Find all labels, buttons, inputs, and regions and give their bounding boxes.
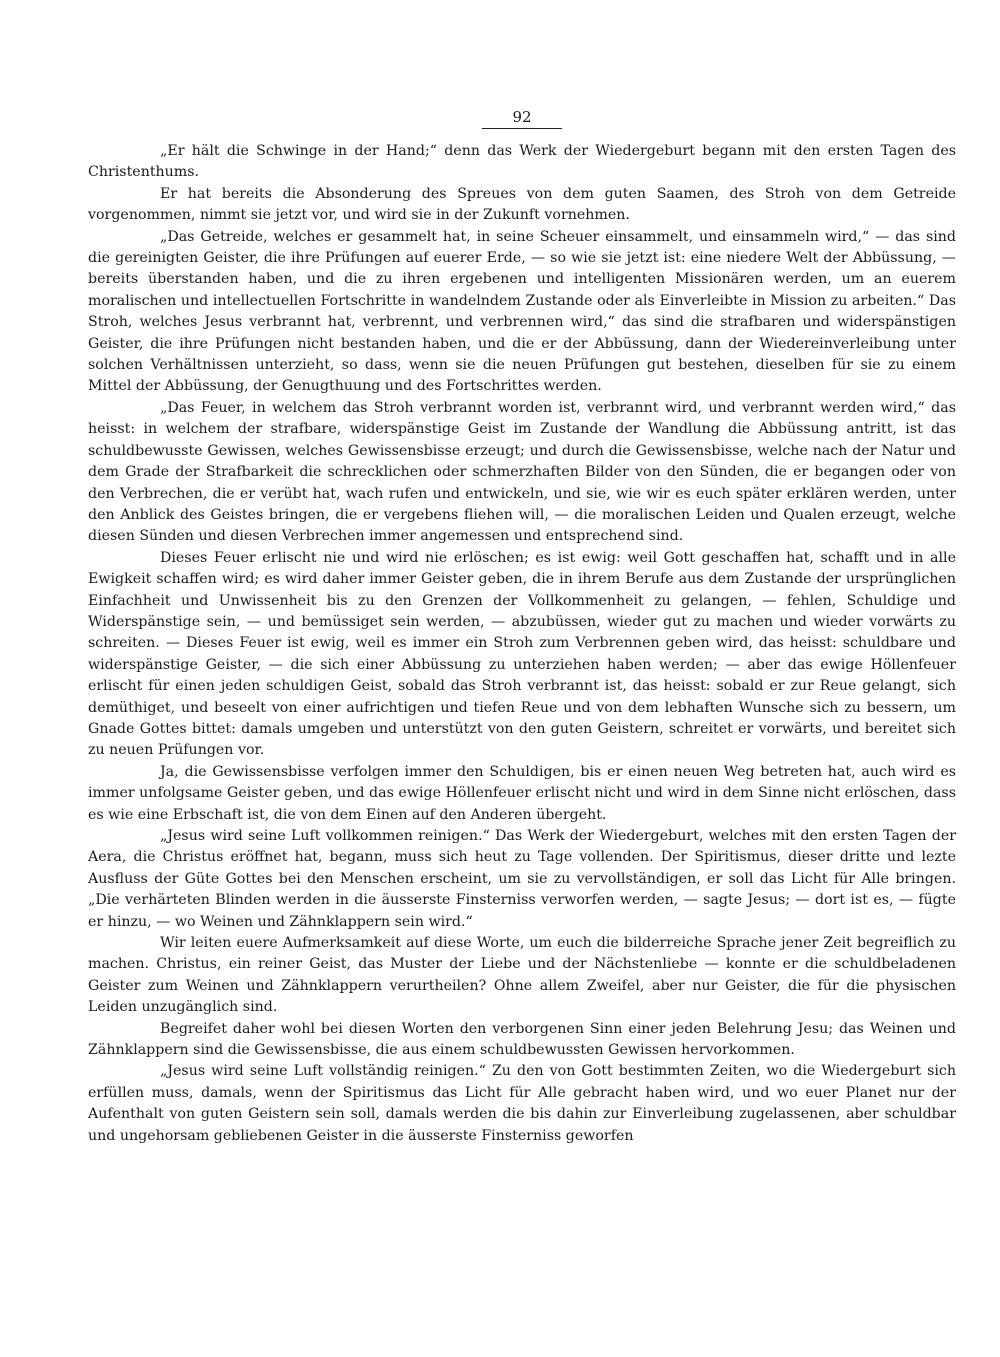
paragraph: Ja, die Gewissensbisse verfolgen immer den Schuldigen, bis er einen neuen Weg betreten hat, auch wird es immer unfolgsame Geister geben, und das ewige Höllenfeuer erlischt nicht und wird in dem Sinne nicht erlöschen, dass es wie eine Erbschaft ist, die von dem Einen auf den Anderen übergeht.: [88, 763, 956, 823]
paragraph: „Er hält die Schwinge in der Hand;“ denn das Werk der Wiedergeburt begann mit den ersten Tagen des Christenthums.: [88, 143, 956, 181]
paragraph: „Jesus wird seine Luft vollkommen reinigen.“ Das Werk der Wiedergeburt, welches mit den ersten Tagen der Aera, die Christus eröffnet hat, begann, muss sich heut zu Tage vollenden. Der Spiritismus, dieser dritte und lezte Ausfluss der Güte Gottes bei den Menschen erscheint, um sie zu vervollständigen, er soll das Licht für Alle bringen. „Die verhärteten Blinden werden in die äusserste Finsterniss verworfen werden, — sagte Jesus; — dort ist es, — fügte er hinzu, — wo Weinen und Zähnklappern sein wird.“: [88, 828, 956, 930]
page-number-rule: [482, 128, 562, 129]
paragraph: „Das Getreide, welches er gesammelt hat, in seine Scheuer einsammelt, und einsammeln wird,“ — das sind die gereinigten Geister, die ihre Prüfungen auf euerer Erde, — so wie sie jetzt ist: eine niedere Welt der Abbüssung, — bereits überstanden haben, und die zu ihren ergebenen und intelligenten Missionären werden, um an euerem moralischen und intellectuellen Fortschritte in wandelndem Zustande oder als Einverleibte in Mission zu arbeiten.“ Das Stroh, welches Jesus verbrannt hat, verbrennt, und verbrennen wird,“ das sind die strafbaren und widerspänstigen Geister, die ihre Prüfungen nicht bestanden haben, und die er der Abbüssung, dann der Wiedereinverleibung unter solchen Verhältnissen unterzieht, so dass, wenn sie die neuen Prüfungen gut bestehen, dieselben für sie zu einem Mittel der Abbüssung, der Genugthuung und des Fortschrittes werden.: [88, 228, 956, 395]
paragraph: Er hat bereits die Absonderung des Spreues von dem guten Saamen, des Stroh von dem Getreide vorgenommen, nimmt sie jetzt vor, und wird sie in der Zukunft vornehmen.: [88, 185, 956, 224]
paragraph: „Das Feuer, in welchem das Stroh verbrannt worden ist, verbrannt wird, und verbrannt werden wird,“ das heisst: in welchem der strafbare, widerspänstige Geist im Zustande der Wandlung die Abbüssung antritt, ist das schuldbewusste Gewissen, welches Gewissensbisse erzeugt; und durch die Gewissensbisse, welche nach der Natur und dem Grade der Strafbarkeit die schrecklichen oder schmerzhaften Bilder von den Sünden, die er begangen oder von den Verbrechen, die er verübt hat, wach rufen und entwickeln, und sie, wie wir es euch später erklären werden, unter den Anblick des Geistes bringen, die er vergebens fliehen will, — die moralischen Leiden und Qualen erzeugt, welche diesen Sünden und diesen Verbrechen immer angemessen und entsprechend sind.: [88, 399, 956, 545]
paragraph: Dieses Feuer erlischt nie und wird nie erlöschen; es ist ewig: weil Gott geschaffen hat, schafft und in alle Ewigkeit schaffen wird; es wird daher immer Geister geben, die in ihrem Berufe aus dem Zustande der ursprünglichen Einfachheit und Unwissenheit bis zu den Grenzen der Vollkommenheit zu gelangen, — fehlen, Schuldige und Widerspänstige sein, — und bemüssiget sein werden, — abzubüssen, wieder gut zu machen und wieder vorwärts zu schreiten. — Dieses Feuer ist ewig, weil es immer ein Stroh zum Verbrennen geben wird, das heisst: schuldbare und widerspänstige Geister, — die sich einer Abbüssung zu unterziehen haben werden; — aber das ewige Höllenfeuer erlischt für einen jeden schuldigen Geist, sobald das Stroh verbrannt ist, das heisst: sobald er zur Reue gelangt, sich demüthiget, und beseelt von einer aufrichtigen und tiefen Reue und von dem lebhaften Wunsche sich zu bessern, um Gnade Gottes bittet: damals umgeben und unterstützt von den guten Geistern, schreitet er vorwärts, und bereitet sich zu neuen Prüfungen vor.: [88, 549, 956, 759]
document-page: [88, 108, 956, 1147]
paragraph: Begreifet daher wohl bei diesen Worten den verborgenen Sinn einer jeden Belehrung Jesu; das Weinen und Zähnklappern sind die Gewissensbisse, die aus einem schuldbewussten Gewissen hervorkommen.: [88, 1020, 956, 1059]
body-text: [88, 141, 956, 1147]
paragraph: „Jesus wird seine Luft vollständig reinigen.“ Zu den von Gott bestimmten Zeiten, wo die Wiedergeburt sich erfüllen muss, damals, wenn der Spiritismus das Licht für Alle gebracht haben wird, und wo euer Planet nur der Aufenthalt von guten Geistern sein soll, damals werden die bis dahin zur Einverleibung zugelassenen, aber schuldbar und ungehorsam gebliebenen Geister in die äusserste Finsterniss geworfen: [88, 1063, 956, 1144]
page-number: 92: [512, 108, 532, 126]
paragraph: Wir leiten euere Aufmerksamkeit auf diese Worte, um euch die bilderreiche Sprache jener Zeit begreiflich zu machen. Christus, ein reiner Geist, das Muster der Liebe und der Nächstenliebe — konnte er die schuldbeladenen Geister zum Weinen und Zähnklappern verurtheilen? Ohne allem Zweifel, aber nur Geister, die für die physischen Leiden unzugänglich sind.: [88, 935, 956, 1016]
